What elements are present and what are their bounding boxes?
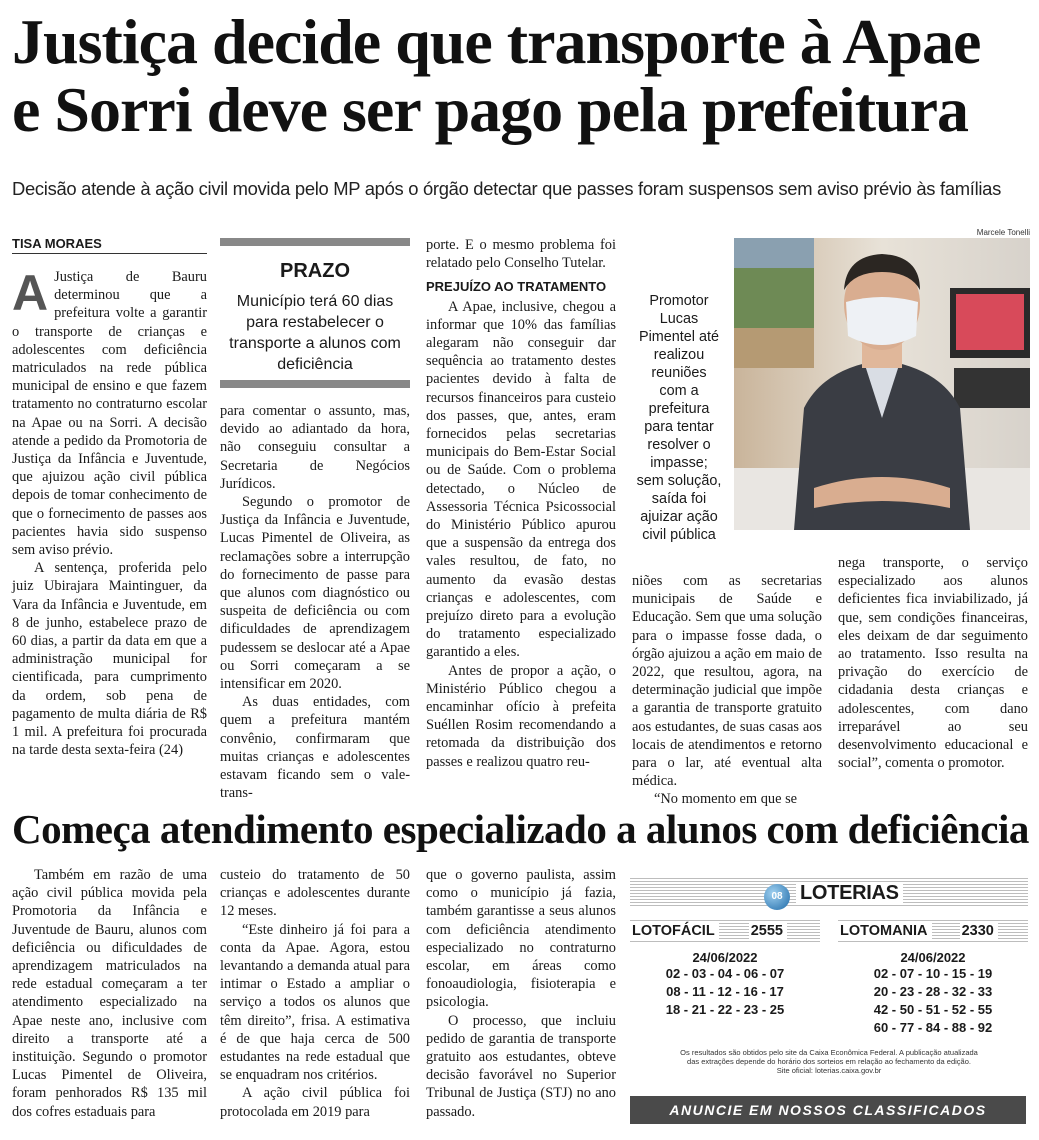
byline: TISA MORAES <box>12 236 207 254</box>
lotofacil-numbers: 08 - 11 - 12 - 16 - 17 <box>666 984 784 999</box>
drop-cap: A <box>12 265 49 321</box>
article-paragraph: As duas entidades, com quem a prefeitura mantém convênio, confirmaram que muitas crianças e adolescentes estavam ficando sem o vale-trans- <box>220 694 410 802</box>
lotofacil-contest: 2555 <box>749 923 787 939</box>
article-column-5 <box>838 554 1028 772</box>
lotomania-results <box>838 920 1028 1037</box>
lotofacil-name: LOTOFÁCIL <box>630 923 719 939</box>
article-paragraph: A Apae, inclusive, chegou a informar que 10% das famílias alegaram não conseguir dar sequência ao tratamento destes pacientes devido à falta de recursos financeiros para custeio dos passes, que, antes, eram fornecidos pelas secretarias municipais do Bem-Estar Social ou de Saúde. Com o problema detectado, o Núcleo de Assessoria Técnica Psicossocial do Ministério Público apurou que a suspensão da entrega dos vales resultou, de fato, no aumento da evasão destas crianças e adolescentes, com prejuízo direto para a evolução do tratamento especializado garantido a eles. <box>426 298 616 661</box>
article-paragraph: A ação civil pública foi protocolada em 2019 para <box>220 1085 410 1120</box>
loterias-header <box>630 878 1028 906</box>
note-line: Os resultados são obtidos pelo site da Caixa Econômica Federal. A publicação atualizada <box>680 1048 978 1057</box>
headline-line-1: Justiça decide que transporte à Apae <box>12 6 981 77</box>
article2-column-1 <box>12 866 207 1121</box>
photo-caption: Promotor Lucas Pimentel até realizou reuniões com a prefeitura para tentar resolver o impasse; sem solução, saída foi ajuizar ação civil pública <box>636 293 722 543</box>
article-paragraph: “Este dinheiro já foi para a conta da Apae. Agora, estou levantando a demanda atual para intimar o Estado a ampliar o serviço a todos os alunos que têm direito”, frisa. A estimativa é de que haja cerca de 500 estudantes na rede estadual que se enquadram nos critérios. <box>220 921 410 1084</box>
subheadline: Decisão atende à ação civil movida pelo MP após o órgão detectar que passes foram suspensos sem aviso prévio às famílias <box>12 178 1001 199</box>
article-paragraph: nega transporte, o serviço especializado aos alunos deficientes fica inviabilizado, já que, sem condições financeiras, eles deixam de dar seguimento ao tratamento. Isso resulta na privação do exercício de cidadania desta crianças e adolescentes, com dano irreparável ao seu desenvolvimento educacional e social”, comenta o promotor. <box>838 555 1028 772</box>
article-column-4 <box>632 572 822 809</box>
lotomania-numbers: 20 - 23 - 28 - 32 - 33 <box>873 984 993 999</box>
lotofacil-numbers: 18 - 21 - 22 - 23 - 25 <box>665 1002 785 1017</box>
classificados-banner[interactable]: ANUNCIE EM NOSSOS CLASSIFICADOS <box>630 1096 1026 1124</box>
photo-illustration <box>734 238 1030 530</box>
lottery-ball-icon: 08 <box>764 884 790 910</box>
loterias-title: LOTERIAS <box>796 882 903 905</box>
article-paragraph: Segundo o promotor de Justiça da Infância e Juventude, Lucas Pimentel de Oliveira, as reclamações sobre a interrupção do fornecimento de passe para que alunos com diagnóstico ou suspeita de deficiência ou com dificuldades de aprendizagem pudessem se deslocar até a Apae ou Sorri começaram a se intensificar em 2020. <box>220 494 410 693</box>
section-subtitle: PREJUÍZO AO TRATAMENTO <box>426 279 607 295</box>
article-paragraph: porte. E o mesmo problema foi relatado pelo Conselho Tutelar. <box>426 237 616 272</box>
prazo-title: PRAZO <box>280 260 350 282</box>
article-paragraph <box>12 265 207 559</box>
lotofacil-numbers: 02 - 03 - 04 - 06 - 07 <box>665 966 785 981</box>
lotomania-numbers: 42 - 50 - 51 - 52 - 55 <box>873 1002 993 1017</box>
lotomania-date: 24/06/2022 <box>900 950 966 965</box>
article-paragraph: “No momento em que se <box>654 791 798 808</box>
photo-credit: Marcele Tonelli <box>976 228 1030 237</box>
lotofacil-results <box>630 920 820 1019</box>
lotomania-numbers: 02 - 07 - 10 - 15 - 19 <box>873 966 993 981</box>
prazo-box <box>220 238 410 388</box>
article-column-2 <box>220 402 410 802</box>
lotomania-name: LOTOMANIA <box>838 923 932 939</box>
prazo-text: Município terá 60 dias para restabelecer o transporte a alunos com deficiência <box>229 293 401 373</box>
loterias-note <box>630 1048 1028 1075</box>
article-paragraph: para comentar o assunto, mas, devido ao adiantado da hora, não conseguiu consultar a Secretaria de Negócios Jurídicos. <box>220 403 410 492</box>
article-paragraph: Antes de propor a ação, o Ministério Público chegou a encaminhar ofício à prefeita Suéllen Rosim recomendando a retomada da distribuição dos passes e realizou quatro reu- <box>426 662 616 770</box>
article-paragraph: niões com as secretarias municipais de Saúde e Educação. Sem que uma solução para o impasse fosse dada, o órgão ajuizou a ação em maio de 2022, que resultou, agora, na determinação judicial que impõe a garantia de transporte gratuito aos estudantes, de suas casas aos locais de atendimentos e retorno para o lar, até eventual alta médica. <box>632 573 822 790</box>
note-line: Site oficial: loterias.caixa.gov.br <box>776 1066 882 1075</box>
lotomania-numbers: 60 - 77 - 84 - 88 - 92 <box>873 1020 993 1035</box>
lotofacil-date: 24/06/2022 <box>692 950 758 965</box>
article-paragraph: A sentença, proferida pelo juiz Ubirajara Maintinguer, da Vara da Infância e Juventude, em 8 de junho, estabelece prazo de 60 dias, a partir da data em que a administração municipal for cientificada, para cumprimento da ordem, sob pena de pagamento de multa diária de R$ 1 mil. A prefeitura foi procurada na tarde desta sexta-feira (24) <box>12 560 207 759</box>
article-column-1 <box>12 265 207 759</box>
article-paragraph: Também em razão de uma ação civil pública movida pela Promotoria da Infância e Juventude de Bauru, alunos com deficiência ou dificuldades de aprendizagem matriculados na rede estadual começaram a ter atendimento especializado na Apae neste ano, inclusive com direito a transporte até a instituição. Segundo o promotor Lucas Pimentel de Oliveira, foram penhorados R$ 135 mil dos cofres estaduais para <box>12 867 207 1120</box>
secondary-headline: Começa atendimento especializado a alunos com deficiência <box>12 806 1029 852</box>
article2-column-3 <box>426 866 616 1121</box>
article-column-3 <box>426 236 616 771</box>
promotor-photo <box>734 238 1030 530</box>
lotofacil-header <box>630 920 820 942</box>
loterias-box <box>630 878 1028 1130</box>
article-paragraph: O processo, que incluiu pedido de garantia de transporte gratuito aos estudantes, obteve decisão favorável no Superior Tribunal de Justiça (STJ) no ano passado. <box>426 1012 616 1120</box>
article-paragraph: que o governo paulista, assim como o município já fazia, também garantisse a seus alunos com deficiência atendimento especializado no contraturno escolar, em áreas como fonoaudiologia, fisioterapia e psicologia. <box>426 867 616 1011</box>
lotomania-contest: 2330 <box>960 923 998 939</box>
note-line: das extrações depende do horário dos sorteios em relação ao fechamento da edição. <box>687 1057 971 1066</box>
main-headline <box>12 8 1032 144</box>
article2-column-2 <box>220 866 410 1121</box>
lotomania-header <box>838 920 1028 942</box>
headline-line-2: e Sorri deve ser pago pela prefeitura <box>12 74 968 145</box>
paragraph-text: Justiça de Bauru determinou que a prefeitura volte a garantir o transporte de crianças e adolescentes com deficiência matriculados na rede pública municipal de ensino e que fazem tratamento no contraturno escolar na Apae ou na Sorri. A decisão atende a pedido da Promotoria de Justiça da Infância e Juventude, que ajuizou ação civil pública depois de tomar conhecimento de que o fornecimento de passes aos pacientes havia sido suspenso sem aviso prévio. <box>12 269 207 559</box>
article-paragraph: custeio do tratamento de 50 crianças e adolescentes durante 12 meses. <box>220 867 410 920</box>
